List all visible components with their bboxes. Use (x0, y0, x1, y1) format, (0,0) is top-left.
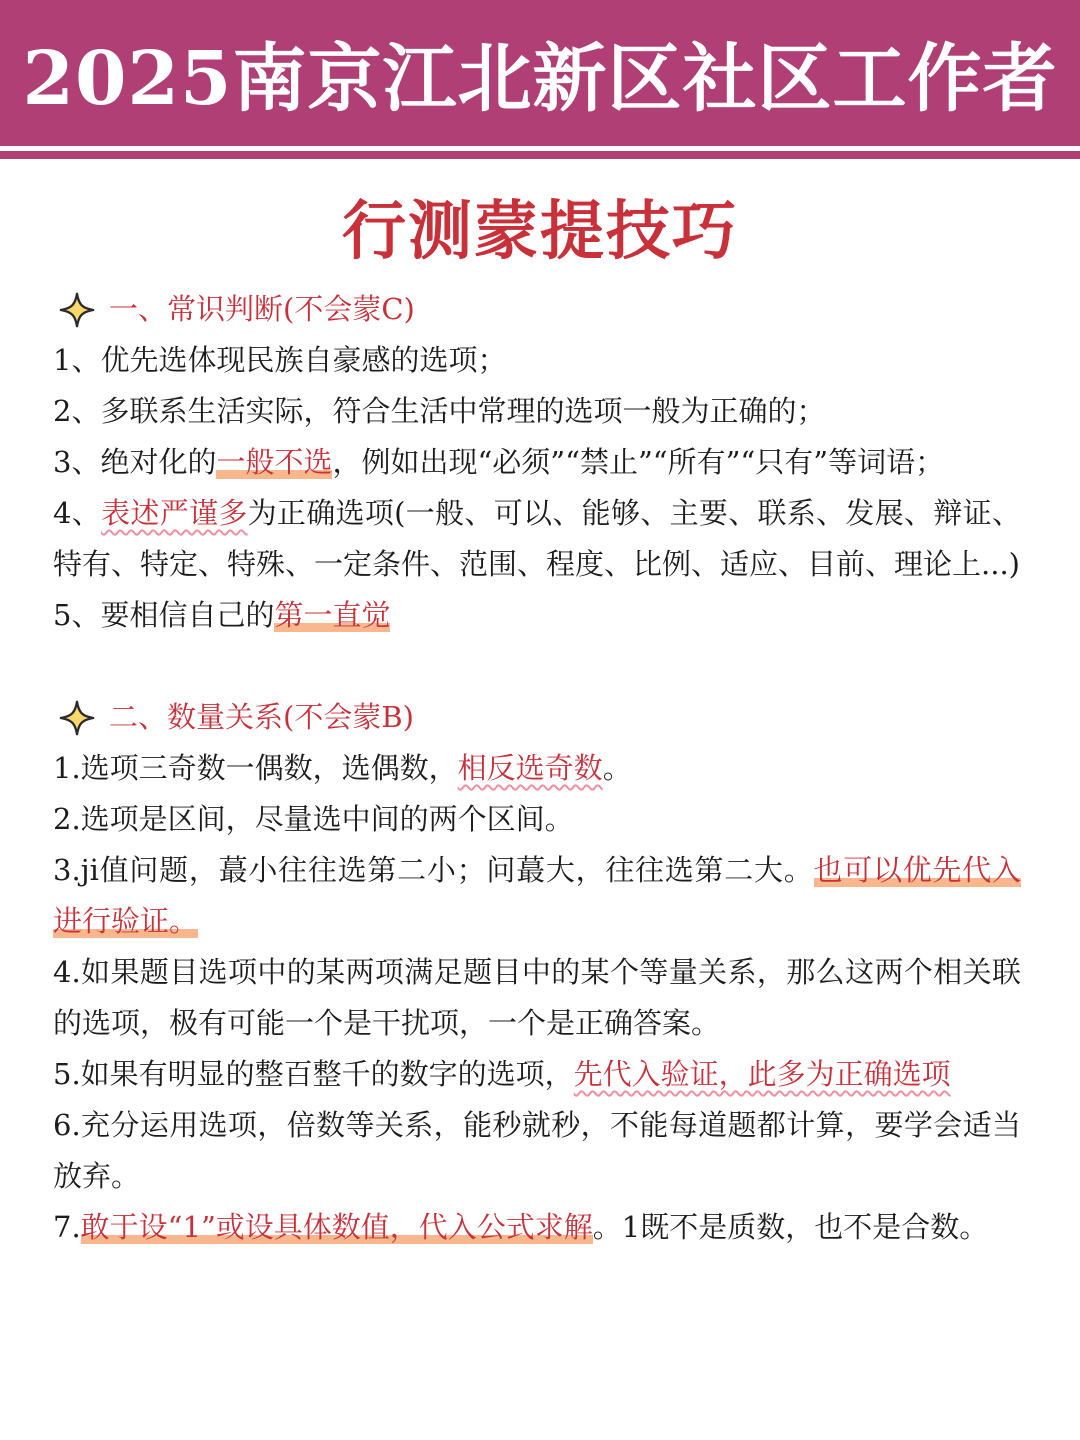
s1-item-4 (53, 488, 1021, 590)
s2-item-1 (53, 743, 1021, 794)
s1-item-4-text-c: 为正确选项(一般、可以、能够、主要、联系、发展、辩证、特有、特定、特殊、一定条件、范围、程度、比例、适应、目前、理论上...) (53, 496, 1021, 581)
s2-item-7 (53, 1202, 1021, 1253)
s2-item-3-text-a: 3.ji值问题，蕞小往往选第二小；问蕞大，往往选第二大。 (53, 853, 814, 887)
s2-item-1-emphasis: 相反选奇数 (457, 751, 603, 785)
s2-item-4: 4.如果题目选项中的某两项满足题目中的某个等量关系，那么这两个相关联的选项，极有可能一个是干扰项，一个是正确答案。 (53, 955, 1021, 1040)
s1-item-4-text-a: 4、 (53, 496, 102, 530)
s2-item-5-emphasis: 先代入验证，此多为正确选项 (573, 1057, 951, 1091)
s2-item-7-text-c: 。1既不是质数，也不是合数。 (592, 1210, 989, 1244)
s2-item-6: 6.充分运用选项，倍数等关系，能秒就秒，不能每道题都计算，要学会适当放弃。 (53, 1108, 1021, 1193)
s1-item-3 (53, 437, 1021, 488)
page-title: 2025南京江北新区社区工作者 (22, 36, 1058, 122)
section2-heading-row (53, 692, 1021, 743)
s1-item-1: 1、优先选体现民族自豪感的选项； (53, 343, 507, 377)
s2-item-3 (53, 845, 1021, 947)
section1-heading-row (53, 284, 1021, 335)
s1-item-3-highlight: 一般不选 (216, 445, 333, 479)
s2-item-2: 2.选项是区间，尽量选中间的两个区间。 (53, 802, 574, 836)
section1-heading: 一、常识判断(不会蒙C) (109, 292, 415, 326)
s1-item-5 (53, 590, 1021, 641)
s2-item-7-text-a: 7. (53, 1210, 81, 1244)
s2-item-3-highlight: 也可以优先代入进行验证。 (53, 853, 1021, 938)
sparkle-icon (59, 700, 95, 736)
s2-item-5-text-a: 5.如果有明显的整百整千的数字的选项， (53, 1057, 574, 1091)
s1-item-5-text-a: 5、要相信自己的 (53, 598, 275, 632)
s1-item-5-highlight: 第一直觉 (274, 598, 391, 632)
s1-item-3-text-a: 3、绝对化的 (53, 445, 217, 479)
section2-heading: 二、数量关系(不会蒙B) (109, 700, 414, 734)
section-gap (53, 641, 1021, 692)
content-body (53, 284, 1021, 1253)
s1-item-2: 2、多联系生活实际，符合生活中常理的选项一般为正确的； (53, 394, 826, 428)
title-banner (0, 0, 1080, 146)
sparkle-icon (59, 292, 95, 328)
s2-item-7-highlight: 敢于设“1”或设具体数值，代入公式求解 (80, 1210, 593, 1244)
s1-item-3-text-c: ，例如出现“必须”“禁止”“所有”“只有”等词语； (332, 445, 945, 479)
page-subtitle: 行测蒙提技巧 (342, 194, 738, 269)
banner-stripe (0, 151, 1080, 159)
s2-item-1-text-a: 1.选项三奇数一偶数，选偶数， (53, 751, 458, 785)
s2-item-1-text-c: 。 (602, 751, 632, 785)
s2-item-5 (53, 1049, 1021, 1100)
s1-item-4-emphasis: 表述严谨多 (101, 496, 248, 530)
